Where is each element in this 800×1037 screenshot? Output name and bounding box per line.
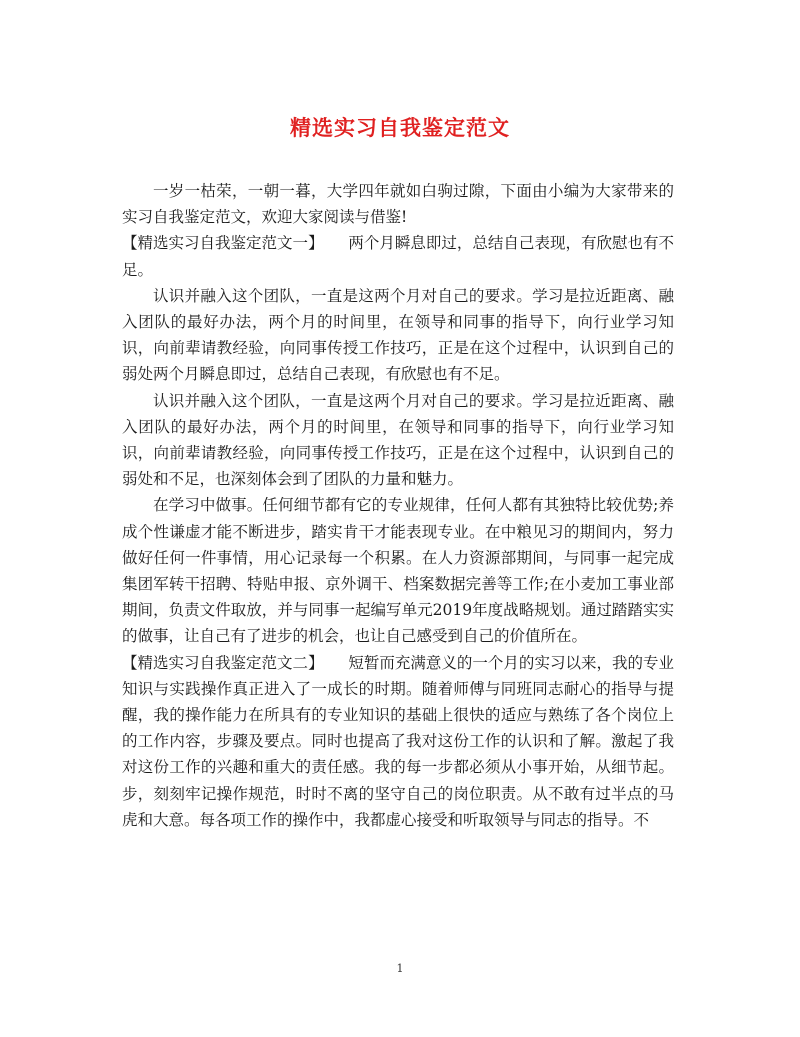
section1-first-paragraph: [122, 230, 674, 282]
page-number: 1: [396, 962, 404, 975]
section1-paragraph-1: 认识并融入这个团队，一直是这两个月对自己的要求。学习是拉近距离、融入团队的最好办法，两个月的时间里，在领导和同事的指导下，向行业学习知识，向前辈请教经验，向同事传授工作技巧，正是在这个过程中，认识到自己的弱处两个月瞬息即过，总结自己表现，有欣慰也有不足。: [122, 286, 674, 384]
intro-paragraph: 一岁一枯荣，一朝一暮，大学四年就如白驹过隙，下面由小编为大家带来的实习自我鉴定范文，欢迎大家阅读与借鉴!: [122, 182, 674, 227]
section2-lead: 短暂而充满意义的一个月的实习以来，我的专业知识与实践操作真正进入了一成长的时期。随着师傅与同班同志耐心的指导与提醒，我的操作能力在所具有的专业知识的基础上很快的适应与熟练了各个岗位上的工作内容，步骤及要点。同时也提高了我对这份工作的认识和了解。激起了我对这份工作的兴趣和重大的责任感。我的每一步都必须从小事开始，从细节起。步，刻刻牢记操作规范，时时不离的坚守自己的岗位职责。从不敢有过半点的马虎和大意。每各项工作的操作中，我都虚心接受和听取领导与同志的指导。不: [122, 653, 674, 829]
section2-first-paragraph: [122, 650, 674, 833]
section1-paragraph-2: 认识并融入这个团队，一直是这两个月对自己的要求。学习是拉近距离、融入团队的最好办法，两个月的时间里，在领导和同事的指导下，向行业学习知识，向前辈请教经验，向同事传授工作技巧，正是在这个过程中，认识到自己的弱处和不足，也深刻体会到了团队的力量和魅力。: [122, 391, 674, 489]
document-body: [122, 178, 674, 833]
section1-heading: 【精选实习自我鉴定范文一】: [122, 234, 324, 253]
section2-heading: 【精选实习自我鉴定范文二】: [122, 653, 324, 672]
document-title: 精选实习自我鉴定范文: [290, 116, 510, 140]
section1-paragraph-3: 在学习中做事。任何细节都有它的专业规律，任何人都有其独特比较优势;养成个性谦虚才能不断进步，踏实肯干才能表现专业。在中粮见习的期间内，努力做好任何一件事情，用心记录每一个积累。在人力资源部期间，与同事一起完成集团军转干招聘、特贴申报、京外调干、档案数据完善等工作;在小麦加工事业部期间，负责文件取放，并与同事一起编写单元2019年度战略规划。通过踏踏实实的做事，让自己有了进步的机会，也让自己感受到自己的价值所在。: [122, 496, 674, 646]
section1-lead: 两个月瞬息即过，总结自己表现，有欣慰也有不足。: [122, 234, 674, 279]
